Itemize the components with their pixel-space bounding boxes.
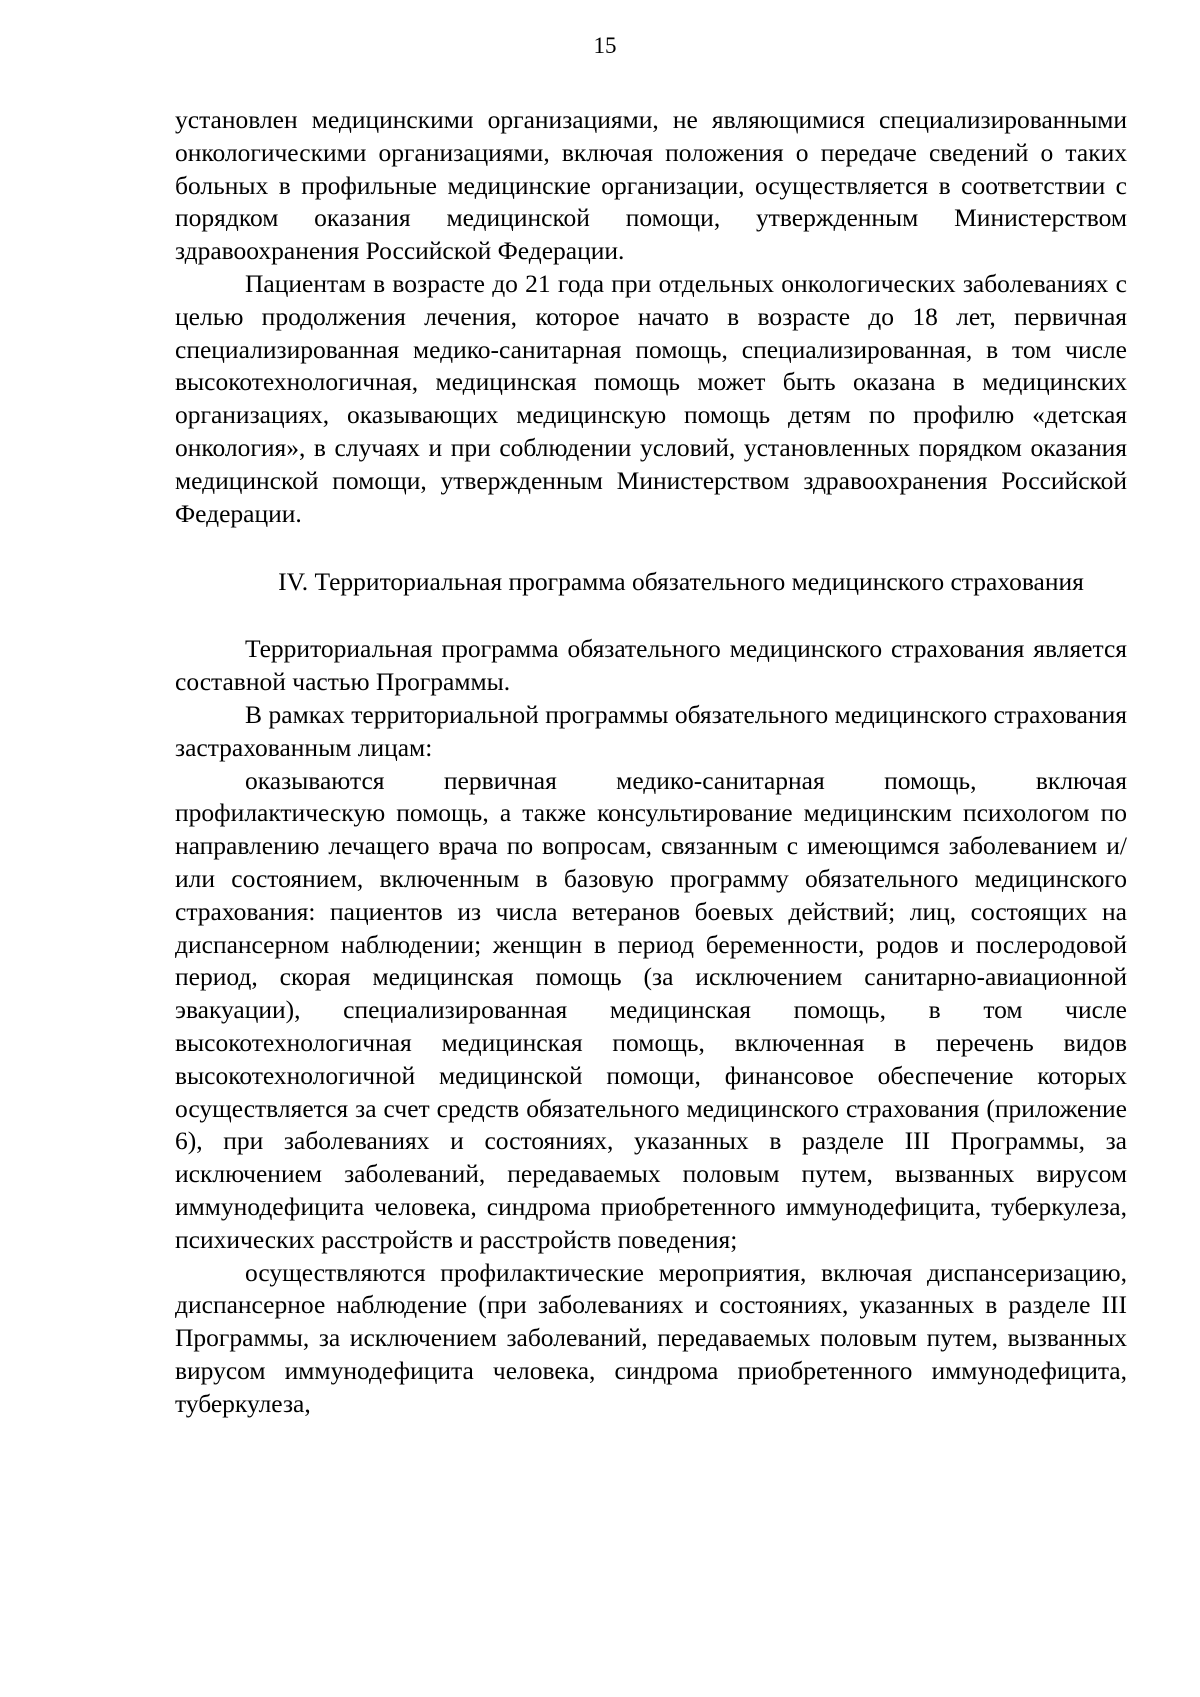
paragraph-pediatric-oncology: Пациентам в возрасте до 21 года при отдельных онкологических заболеваниях с целью продолжения лечения, которое начато в возрасте до 18 лет, первичная специализированная медико-санитарная помощь, специализированная, в том числе высокотехнологичная, медицинская помощь может быть оказана в медицинских организациях, оказывающих медицинскую помощь детям по профилю «детская онкология», в случаях и при соблюдении условий, установленных порядком оказания медицинской помощи, утвержденным Министерством здравоохранения Российской Федерации.	[175, 268, 1127, 528]
paragraph-preventive-measures: осуществляются профилактические мероприятия, включая диспансеризацию, диспансерное наблюдение (при заболеваниях и состояниях, указанных в разделе III Программы, за исключением заболеваний, передаваемых половым путем, вызванных вирусом иммунодефицита человека, синдрома приобретенного иммунодефицита, туберкулеза,	[175, 1257, 1127, 1418]
paragraph-care-provided: оказываются первичная медико-санитарная помощь, включая профилактическую помощь, а также консультирование медицинским психологом по направлению лечащего врача по вопросам, связанным с имеющимся заболеванием и/или состоянием, включенным в базовую программу обязательного медицинского страхования: пациентов из числа ветеранов боевых действий; лиц, состоящих на диспансерном наблюдении; женщин в период беременности, родов и послеродовой период, скорая медицинская помощь (за исключением санитарно-авиационной эвакуации), специализированная медицинская помощь, в том числе высокотехнологичная медицинская помощь, включенная в перечень видов высокотехнологичной медицинской помощи, финансовое обеспечение которых осуществляется за счет средств обязательного медицинского страхования (приложение 6), при заболеваниях и состояниях, указанных в разделе III Программы, за исключением заболеваний, передаваемых половым путем, вызванных вирусом иммунодефицита человека, синдрома приобретенного иммунодефицита, туберкулеза, психических расстройств и расстройств поведения;	[175, 765, 1127, 1254]
paragraph-continuation: установлен медицинскими организациями, не являющимися специализированными онкологическими организациями, включая положения о передаче сведений о таких больных в профильные медицинские организации, осуществляется в соответствии с порядком оказания медицинской помощи, утвержденным Министерством здравоохранения Российской Федерации.	[175, 105, 1127, 266]
paragraph-program-scope: В рамках территориальной программы обязательного медицинского страхования застрахованным лицам:	[175, 699, 1127, 762]
section-heading: IV. Территориальная программа обязательного медицинского страхования	[278, 567, 1084, 597]
paragraph-program-part: Территориальная программа обязательного медицинского страхования является составной частью Программы.	[175, 634, 1127, 697]
page-content	[175, 104, 1127, 1420]
page-number: 15	[593, 33, 617, 58]
